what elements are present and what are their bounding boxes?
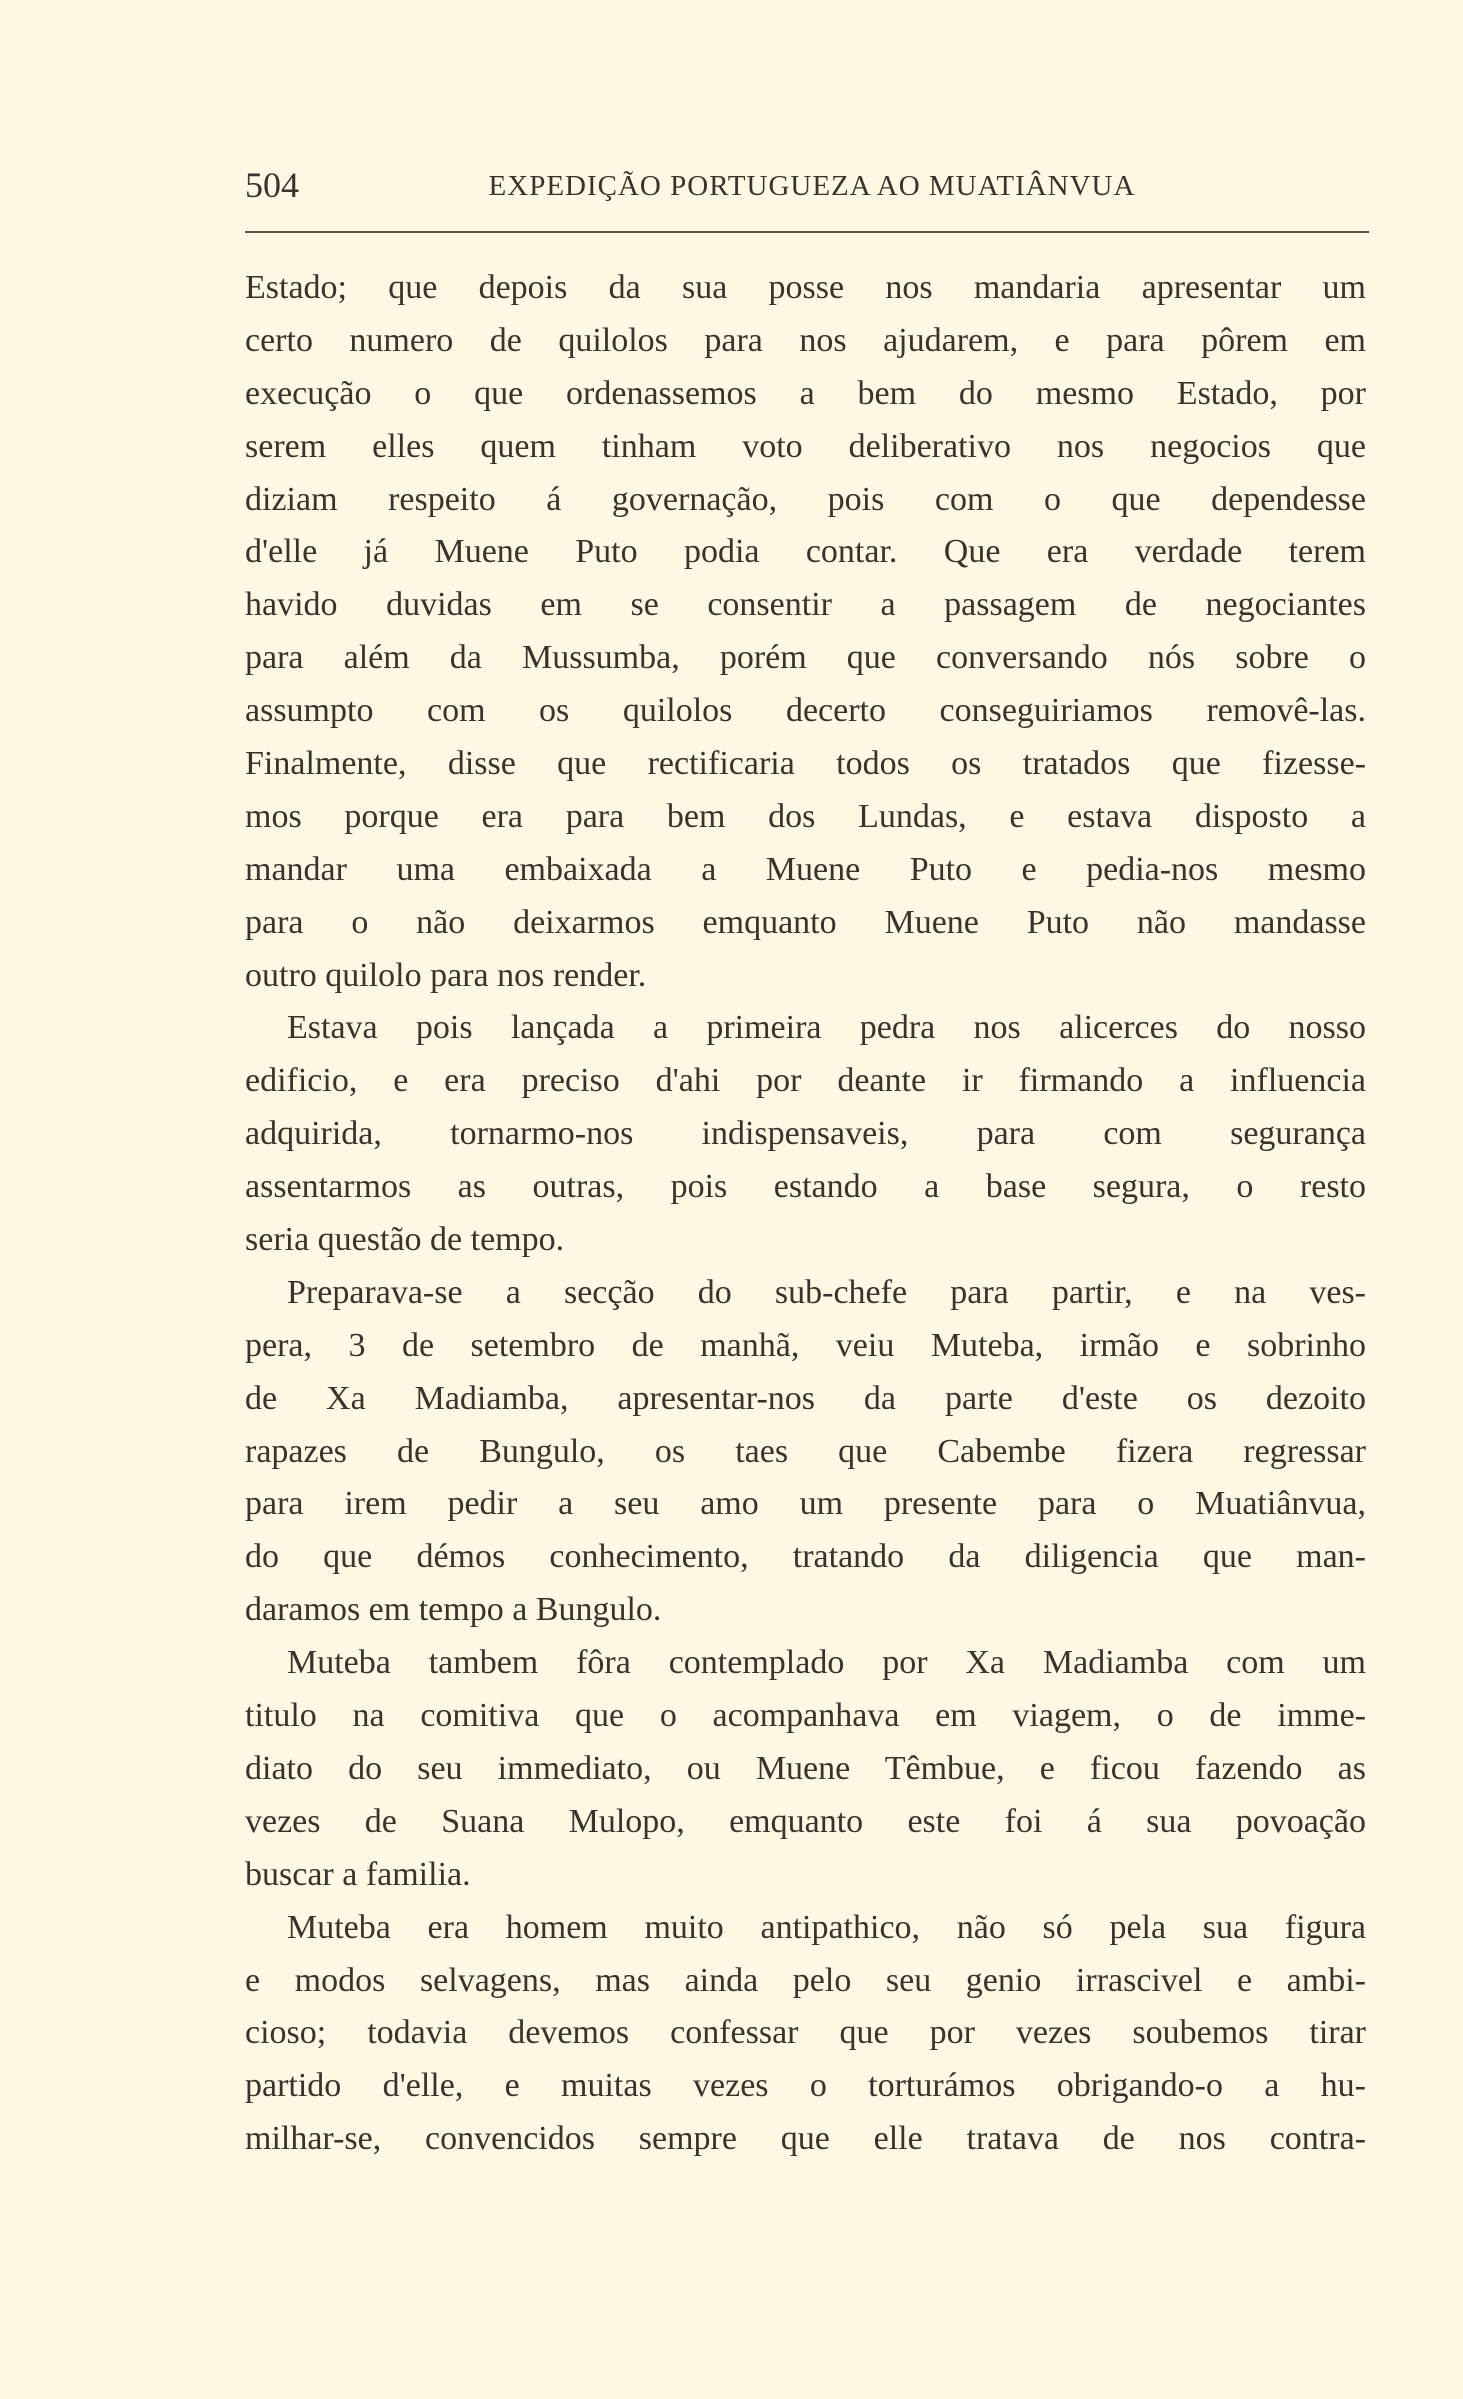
header-rule [245,231,1369,233]
text-line: assumpto com os quilolos decerto conseguiriamos removê-las. [245,692,1366,730]
text-line: rapazes de Bungulo, os taes que Cabembe fizera regressar [245,1432,1366,1470]
text-line: adquirida, tornarmo-nos indispensaveis, para com segurança [245,1115,1366,1153]
text-line: Finalmente, disse que rectificaria todos os tratados que fizesse- [245,745,1366,783]
text-line: e modos selvagens, mas ainda pelo seu genio irrascivel e ambi- [245,1961,1366,1999]
text-line: mandar uma embaixada a Muene Puto e pedia-nos mesmo [245,850,1366,888]
text-line: d'elle já Muene Puto podia contar. Que era verdade terem [245,533,1366,571]
text-line: pera, 3 de setembro de manhã, veiu Muteba, irmão e sobrinho [245,1326,1366,1364]
text-line: buscar a familia. [245,1855,471,1893]
text-line: diato do seu immediato, ou Muene Têmbue, e ficou fazendo as [245,1749,1366,1787]
text-line: seria questão de tempo. [245,1221,565,1259]
text-line: outro quilolo para nos render. [245,956,647,994]
text-line: edificio, e era preciso d'ahi por deante ir firmando a influencia [245,1062,1366,1100]
paragraph [245,262,1366,1002]
paragraph [245,1267,1366,1637]
text-line: daramos em tempo a Bungulo. [245,1591,662,1629]
text-line: do que démos conhecimento, tratando da diligencia que man- [245,1538,1366,1576]
running-header [245,160,1369,210]
page-body [245,262,1366,2166]
paragraph [245,1902,1366,2166]
text-line: havido duvidas em se consentir a passagem de negociantes [245,586,1366,624]
text-line: para o não deixarmos emquanto Muene Puto não mandasse [245,903,1366,941]
text-line: Estado; que depois da sua posse nos mandaria apresentar um [245,269,1366,306]
page-number: 504 [245,165,299,205]
text-line: assentarmos as outras, pois estando a base segura, o resto [245,1168,1366,1206]
text-line: Estava pois lançada a primeira pedra nos alicerces do nosso [287,1009,1366,1047]
text-line: serem elles quem tinham voto deliberativo nos negocios que [245,427,1366,465]
running-title: EXPEDIÇÃO PORTUGUEZA AO MUATIÂNVUA [488,170,1136,202]
text-line: mos porque era para bem dos Lundas, e estava disposto a [245,797,1366,835]
text-line: para além da Mussumba, porém que conversando nós sobre o [245,639,1366,677]
text-line: milhar-se, convencidos sempre que elle tratava de nos contra- [245,2120,1366,2158]
paragraph [245,1002,1366,1266]
text-line: execução o que ordenassemos a bem do mesmo Estado, por [245,374,1366,412]
text-line: partido d'elle, e muitas vezes o torturámos obrigando-o a hu- [245,2067,1366,2105]
paragraph [245,1637,1366,1901]
text-line: para irem pedir a seu amo um presente para o Muatiânvua, [245,1485,1366,1523]
text-line: titulo na comitiva que o acompanhava em viagem, o de imme- [245,1697,1366,1735]
text-line: vezes de Suana Mulopo, emquanto este foi á sua povoação [245,1802,1366,1840]
text-line: Preparava-se a secção do sub-chefe para partir, e na ves- [287,1273,1366,1311]
text-line: de Xa Madiamba, apresentar-nos da parte d'este os dezoito [245,1379,1366,1417]
text-line: diziam respeito á governação, pois com o que dependesse [245,480,1366,518]
text-line: Muteba era homem muito antipathico, não só pela sua figura [287,1908,1366,1946]
text-line: cioso; todavia devemos confessar que por vezes soubemos tirar [245,2014,1366,2052]
text-line: Muteba tambem fôra contemplado por Xa Madiamba com um [287,1644,1366,1682]
text-line: certo numero de quilolos para nos ajudarem, e para pôrem em [245,321,1366,359]
